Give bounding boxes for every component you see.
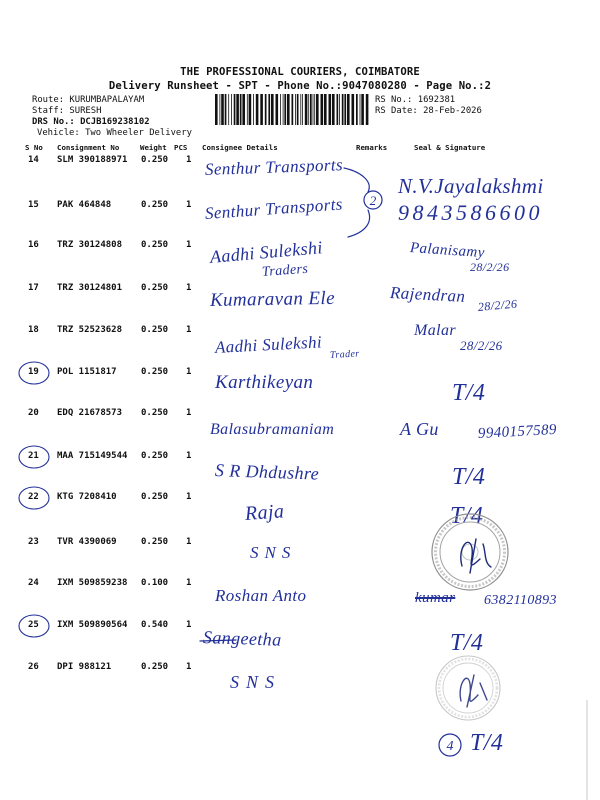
barcode-bar [300, 94, 301, 125]
weight-value: 0.250 [141, 537, 169, 547]
barcode-bar [295, 94, 296, 125]
col-consignee: Consignee Details [202, 143, 278, 152]
serial-number: 15 [28, 200, 39, 210]
table-row [0, 492, 600, 504]
consignee-handwriting: Trader [329, 348, 360, 361]
circled-count: 4 [446, 739, 454, 754]
barcode-bar [316, 94, 319, 125]
consignee-handwriting: Roshan Anto [215, 586, 307, 605]
weight-value: 0.250 [141, 200, 169, 210]
barcode-bar [268, 94, 270, 125]
consignment-number: IXM 509890564 [57, 620, 128, 630]
barcode-bar [276, 94, 279, 125]
pieces-count: 1 [186, 451, 192, 461]
signature-date: 28/2/26 [470, 260, 510, 274]
remark-bracket [344, 168, 369, 192]
serial-number: 21 [28, 451, 39, 461]
table-row [0, 408, 600, 420]
barcode-bar [302, 94, 303, 125]
pieces-count: 1 [186, 620, 192, 630]
consignee-handwriting: SNS [250, 543, 297, 562]
serial-number: 23 [28, 537, 39, 547]
col-sno: S No [25, 143, 43, 152]
signature: Rajendran [389, 283, 466, 306]
serial-number: 22 [28, 492, 39, 502]
weight-value: 0.250 [141, 325, 169, 335]
barcode-bar [284, 94, 286, 125]
barcode-bar [215, 94, 218, 125]
consignee-handwriting: S R Dhdushre [214, 460, 320, 484]
receiver-name: N.V.Jayalakshmi [398, 174, 544, 198]
consignee-handwriting: Senthur Transports [204, 155, 344, 179]
consignee-handwriting: Aadhi Sulekshi [209, 237, 324, 267]
rs-date: RS Date: 28-Feb-2026 [375, 106, 482, 116]
col-weight: Weight [140, 143, 167, 152]
consignee-handwriting: Karthikeyan [215, 372, 314, 393]
barcode-bar [329, 94, 332, 125]
weight-value: 0.540 [141, 620, 169, 630]
barcode-bar [249, 94, 252, 125]
barcode-bar [324, 94, 327, 125]
col-consignment: Consignment No [57, 143, 120, 152]
barcode-bar [308, 94, 309, 125]
consignment-number: TRZ 30124808 [57, 240, 123, 250]
company-title: THE PROFESSIONAL COURIERS, COIMBATORE [180, 66, 420, 78]
col-remarks: Remarks [356, 143, 388, 152]
barcode-bar [242, 94, 245, 125]
consignee-handwriting: Balasubramaniam [210, 421, 335, 438]
barcode-bar [342, 94, 344, 125]
barcode-bar [337, 94, 339, 125]
pieces-count: 1 [186, 662, 192, 672]
barcode-bar [305, 94, 308, 125]
consignee-handwriting: Traders [261, 261, 309, 280]
consignment-number: KTG 7208410 [57, 492, 117, 502]
serial-number: 25 [28, 620, 39, 630]
signature: Palanisamy [409, 240, 486, 262]
consignment-number: TRZ 30124801 [57, 283, 123, 293]
route-label: Route: KURUMBAPALAYAM [32, 95, 145, 105]
consignee-handwriting: Senthur Transports [204, 194, 344, 223]
barcode-bar [228, 94, 229, 125]
signature-note: T/4 [450, 630, 484, 656]
barcode-bar [271, 94, 274, 125]
consignment-number: IXM 509859238 [57, 578, 128, 588]
barcode-bar [347, 94, 350, 125]
barcode-bar [360, 94, 361, 125]
consignment-number: SLM 390188971 [57, 155, 128, 165]
barcode-bar [332, 94, 335, 125]
weight-value: 0.250 [141, 451, 169, 461]
pieces-count: 1 [186, 283, 192, 293]
table-row [0, 620, 600, 632]
weight-value: 0.100 [141, 578, 169, 588]
table-row [0, 451, 600, 463]
barcode [215, 94, 371, 125]
signature-note: T/4 [452, 464, 486, 490]
vehicle-label: Vehicle: Two Wheeler Delivery [37, 128, 192, 138]
barcode-bar [321, 94, 324, 125]
pieces-count: 1 [186, 492, 192, 502]
consignment-number: TRZ 52523628 [57, 325, 123, 335]
serial-number: 18 [28, 325, 39, 335]
drs-number: DRS No.: DCJB169238102 [32, 117, 150, 127]
barcode-bar [344, 94, 346, 125]
pieces-count: 1 [186, 200, 192, 210]
serial-number: 14 [28, 155, 39, 165]
serial-number: 16 [28, 240, 39, 250]
pieces-count: 1 [186, 578, 192, 588]
barcode-bar [314, 94, 315, 125]
barcode-bar [339, 94, 340, 125]
weight-value: 0.250 [141, 408, 169, 418]
barcode-bar [265, 94, 267, 125]
serial-number: 24 [28, 578, 39, 588]
weight-value: 0.250 [141, 492, 169, 502]
signature: A Gu [400, 419, 439, 439]
barcode-bar [287, 94, 290, 125]
serial-number: 20 [28, 408, 39, 418]
receiver-phone: 9940157589 [477, 421, 558, 442]
barcode-bar [256, 94, 259, 125]
consignment-number: TVR 4390069 [57, 537, 117, 547]
pieces-count: 1 [186, 155, 192, 165]
serial-number: 19 [28, 367, 39, 377]
remark-bracket [348, 210, 370, 237]
pieces-count: 1 [186, 325, 192, 335]
weight-value: 0.250 [141, 240, 169, 250]
rs-number: RS No.: 1692381 [375, 95, 456, 105]
pieces-count: 1 [186, 408, 192, 418]
barcode-bar [310, 94, 312, 125]
barcode-bar [236, 94, 239, 125]
serial-number: 26 [28, 662, 39, 672]
remark-number: 2 [369, 193, 377, 208]
barcode-bar [253, 94, 254, 125]
barcode-bar [260, 94, 263, 125]
consignment-number: POL 1151817 [57, 367, 117, 377]
consignee-handwriting: Raja [244, 500, 286, 525]
barcode-bar [221, 94, 224, 125]
struck-signature: kumar [415, 590, 456, 606]
barcode-bar [356, 94, 358, 125]
pieces-count: 1 [186, 240, 192, 250]
consignment-number: EDQ 21678573 [57, 408, 123, 418]
receiver-phone: 9843586600 [398, 200, 543, 225]
barcode-bar [292, 94, 294, 125]
col-pcs: PCS [174, 143, 188, 152]
signature: Malar [414, 322, 456, 339]
weight-value: 0.250 [141, 155, 169, 165]
receiver-phone: 6382110893 [484, 593, 557, 608]
barcode-bar [234, 94, 236, 125]
signature-date: 28/2/26 [477, 296, 518, 314]
barcode-bar [231, 94, 232, 125]
signature-scribble [460, 675, 487, 707]
barcode-bar [366, 94, 369, 125]
barcode-bar [240, 94, 242, 125]
weight-value: 0.250 [141, 283, 169, 293]
pieces-count: 1 [186, 537, 192, 547]
table-row [0, 662, 600, 674]
col-seal-signature: Seal & Signature [414, 143, 486, 152]
weight-value: 0.250 [141, 662, 169, 672]
consignee-handwriting: Aadhi Sulekshi [214, 332, 323, 357]
serial-number: 17 [28, 283, 39, 293]
table-row [0, 537, 600, 549]
barcode-bar [361, 94, 364, 125]
barcode-bar [297, 94, 299, 125]
pieces-count: 1 [186, 367, 192, 377]
signature-note: T/4 [450, 503, 484, 529]
consignment-number: MAA 715149544 [57, 451, 128, 461]
runsheet-subtitle: Delivery Runsheet - SPT - Phone No.:9047080280 - Page No.:2 [108, 80, 492, 92]
barcode-bar [225, 94, 227, 125]
barcode-bar [220, 94, 221, 125]
signature-note: T/4 [452, 380, 486, 406]
consignment-number: PAK 464848 [57, 200, 112, 210]
barcode-bar [247, 94, 248, 125]
signature-date: 28/2/26 [460, 338, 503, 353]
consignment-number: DPI 988121 [57, 662, 112, 672]
barcode-bar [283, 94, 284, 125]
barcode-bar [313, 94, 314, 125]
consignee-handwriting: Sangeetha [202, 627, 282, 650]
count-circle [439, 734, 461, 756]
staff-label: Staff: SURESH [32, 106, 102, 116]
barcode-bar [280, 94, 281, 125]
bottom-note: T/4 [470, 730, 504, 756]
consignee-handwriting: Kumaravan Ele [209, 287, 336, 311]
weight-value: 0.250 [141, 367, 169, 377]
barcode-bar [352, 94, 355, 125]
consignee-handwriting: SNS [230, 672, 282, 692]
